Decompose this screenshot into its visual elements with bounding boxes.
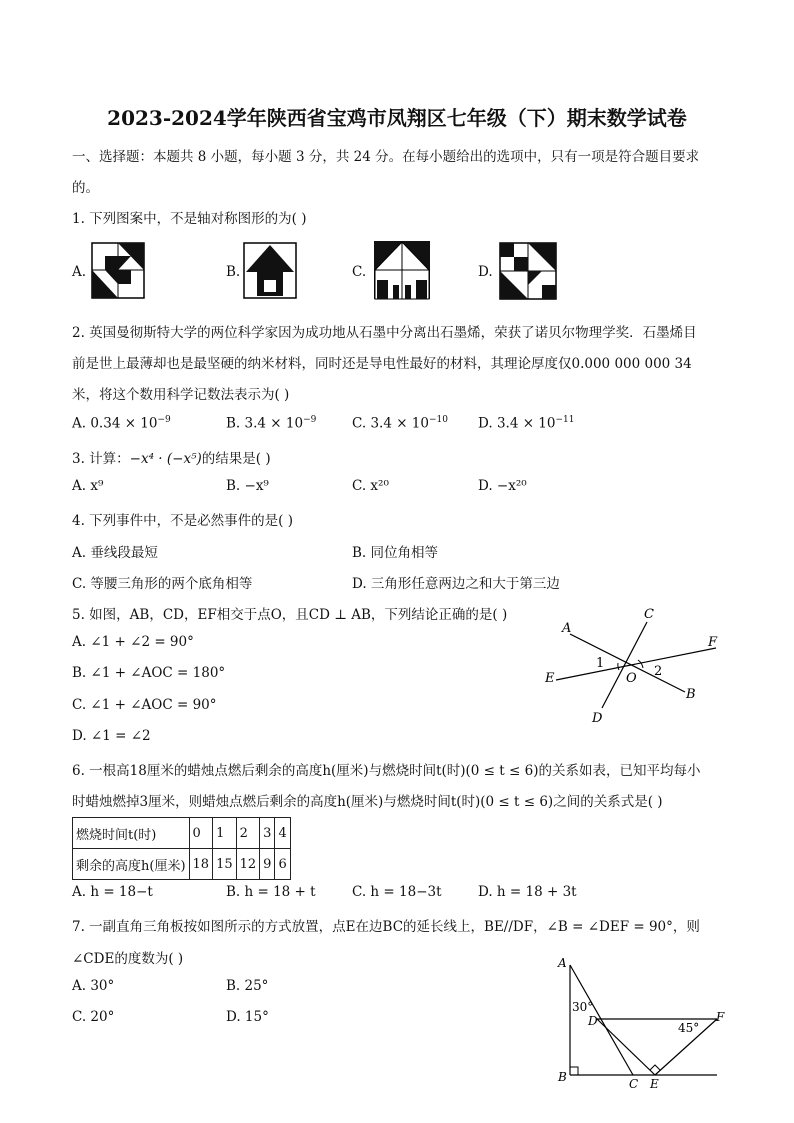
angle-1-arc xyxy=(618,663,619,670)
table-cell: 9 xyxy=(260,849,275,880)
label-a: A xyxy=(558,956,567,970)
q6-table xyxy=(72,817,291,880)
q2-stem-line3: 米，将这个数用科学记数法表示为( ) xyxy=(72,387,290,403)
q6-stem-line2: 时蜡烛燃掉3厘米，则蜡烛点燃后剩余的高度h(厘米)与燃烧时间t(时)(0 ≤ t ≤ 6)之间的关系式是( ) xyxy=(72,794,663,810)
label-b: B xyxy=(558,1070,567,1084)
q6-option-d: D. h = 18 + 3t xyxy=(478,884,577,900)
q5-stem: 5. 如图，AB，CD，EF相交于点O，且CD ⊥ AB，下列结论正确的是( ) xyxy=(72,607,508,623)
q2-stem-line2: 前是世上最薄却也是最坚硬的纳米材料，同时还是导电性最好的材料，其理论厚度仅0.000 000 000 34 xyxy=(72,356,692,372)
q1-pattern-a xyxy=(91,242,145,299)
label-f: F xyxy=(716,1010,725,1024)
segment-ac xyxy=(570,965,633,1075)
q1-option-c-label: C. xyxy=(352,264,367,280)
q7-option-c: C. 20° xyxy=(72,1009,115,1025)
q2-option-b: B. $3.4 \times 10^{-9}$ xyxy=(226,415,317,432)
q3-option-d: D. −x²⁰ xyxy=(478,478,527,494)
q6-option-a: A. h = 18−t xyxy=(72,884,153,900)
section-heading-line1: 一、选择题：本题共 8 小题，每小题 3 分，共 24 分。在每小题给出的选项中，只有一项是符合题目要求 xyxy=(72,149,700,165)
label-f: F xyxy=(708,635,718,650)
page-title: 2023-2024学年陕西省宝鸡市凤翔区七年级（下）期末数学试卷 xyxy=(107,106,687,130)
label-angle-30: 30° xyxy=(572,1000,594,1014)
q4-option-c: C. 等腰三角形的两个底角相等 xyxy=(72,576,253,592)
table-row xyxy=(73,849,291,880)
q1-pattern-c xyxy=(373,240,431,300)
q4-option-a: A. 垂线段最短 xyxy=(72,545,158,561)
q1-stem: 1. 下列图案中，不是轴对称图形的为( ) xyxy=(72,211,307,227)
q4-option-b: B. 同位角相等 xyxy=(352,545,439,561)
right-angle-b xyxy=(570,1067,578,1075)
q6-stem-line1: 6. 一根高18厘米的蜡烛点燃后剩余的高度h(厘米)与燃烧时间t(时)(0 ≤ t ≤ 6)的关系如表，已知平均每小 xyxy=(72,763,701,779)
label-angle-45: 45° xyxy=(678,1021,700,1035)
segment-de xyxy=(597,1019,655,1075)
table-cell: 3 xyxy=(260,818,275,849)
table-cell: 18 xyxy=(189,849,213,880)
label-e: E xyxy=(650,1077,659,1091)
q7-option-d: D. 15° xyxy=(226,1009,269,1025)
q7-option-a: A. 30° xyxy=(72,978,115,994)
q7-stem-line2: ∠CDE的度数为( ) xyxy=(72,951,184,967)
q4-stem: 4. 下列事件中，不是必然事件的是( ) xyxy=(72,513,293,529)
label-angle-1: 1 xyxy=(596,656,605,671)
q3-option-c: C. x²⁰ xyxy=(352,478,389,494)
q1-option-a-label: A. xyxy=(72,264,87,280)
q5-option-a: A. ∠1 + ∠2 = 90° xyxy=(72,634,194,650)
table-cell: 2 xyxy=(236,818,260,849)
label-a: A xyxy=(562,621,572,636)
table-header-height: 剩余的高度h(厘米) xyxy=(73,849,190,880)
label-angle-2: 2 xyxy=(654,664,663,679)
line-cd xyxy=(602,622,647,708)
label-b: B xyxy=(686,687,696,702)
q2-option-a: A. $0.34 \times 10^{-9}$ xyxy=(72,415,171,432)
q3-option-a: A. x⁹ xyxy=(72,478,104,494)
table-cell: 15 xyxy=(213,849,237,880)
q5-option-b: B. ∠1 + ∠AOC = 180° xyxy=(72,665,226,681)
label-c: C xyxy=(644,607,654,622)
q1-pattern-d xyxy=(499,242,557,300)
table-cell: 4 xyxy=(275,818,290,849)
q7-triangle-figure xyxy=(552,955,732,1090)
q3-option-b: B. −x⁹ xyxy=(226,478,269,494)
label-e: E xyxy=(545,671,555,686)
q4-option-d: D. 三角形任意两边之和大于第三边 xyxy=(352,576,560,592)
table-row xyxy=(73,818,291,849)
table-cell: 12 xyxy=(236,849,260,880)
label-d: D xyxy=(592,711,603,726)
q6-option-b: B. h = 18 + t xyxy=(226,884,316,900)
q5-option-d: D. ∠1 = ∠2 xyxy=(72,728,151,744)
table-cell: 1 xyxy=(213,818,237,849)
table-cell: 0 xyxy=(189,818,213,849)
label-o: O xyxy=(626,671,637,686)
q1-option-d-label: D. xyxy=(478,264,493,280)
label-c: C xyxy=(629,1077,639,1091)
q2-option-c: C. $3.4 \times 10^{-10}$ xyxy=(352,415,448,432)
q7-option-b: B. 25° xyxy=(226,978,269,994)
table-cell: 6 xyxy=(275,849,290,880)
table-header-time: 燃烧时间t(时) xyxy=(73,818,190,849)
q5-option-c: C. ∠1 + ∠AOC = 90° xyxy=(72,697,217,713)
right-angle-e xyxy=(650,1065,660,1070)
q2-option-d: D. $3.4 \times 10^{-11}$ xyxy=(478,415,575,432)
q2-stem-line1: 2. 英国曼彻斯特大学的两位科学家因为成功地从石墨中分离出石墨烯，荣获了诺贝尔物理学奖．石墨烯目 xyxy=(72,325,697,341)
q3-stem: 3. 计算：−x⁴ · (−x⁵)的结果是( ) xyxy=(72,451,271,467)
section-heading-line2: 的。 xyxy=(72,180,99,196)
q1-pattern-b xyxy=(243,242,297,299)
label-d: D xyxy=(588,1014,598,1028)
q5-intersecting-lines-figure xyxy=(540,600,730,725)
q1-option-b-label: B. xyxy=(226,264,241,280)
q6-option-c: C. h = 18−3t xyxy=(352,884,442,900)
q7-stem-line1: 7. 一副直角三角板按如图所示的方式放置，点E在边BC的延长线上，BE//DF，∠B = ∠DEF = 90°，则 xyxy=(72,919,700,935)
